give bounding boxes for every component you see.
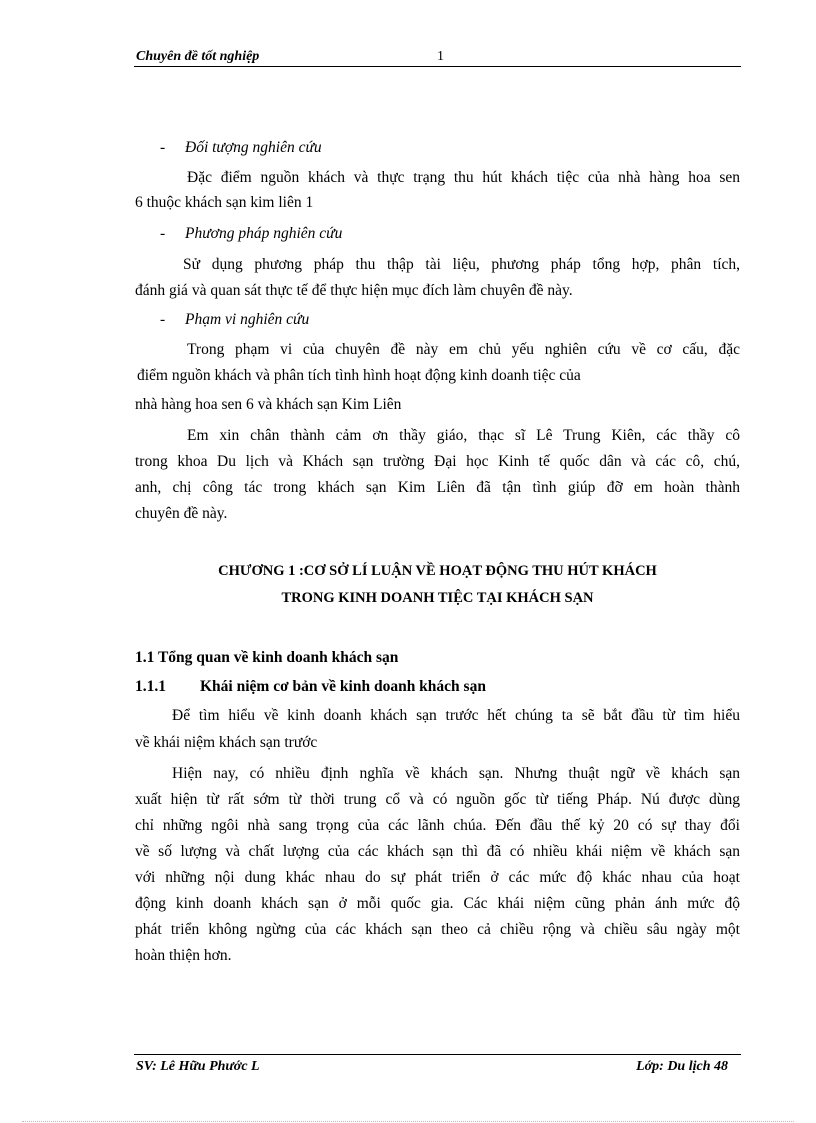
paragraph-line: Trong phạm vi của chuyên đề này em chủ yếu nghiên cứu về cơ cấu, đặc: [187, 341, 740, 358]
paragraph-line: Để tìm hiểu về kinh doanh khách sạn trước hết chúng ta sẽ bắt đầu từ tìm hiểu: [172, 707, 740, 724]
paragraph-line: đánh giá và quan sát thực tế để thực hiện mục đích làm chuyên đề này.: [135, 282, 573, 299]
bullet-research-object: Đối tượng nghiên cứu: [185, 139, 322, 156]
bullet-research-method: Phương pháp nghiên cứu: [185, 225, 343, 242]
paragraph-line: chỉ những ngôi nhà sang trọng của các lãnh chúa. Đến đầu thế kỷ 20 có sự thay đổi: [135, 817, 740, 834]
paragraph-line: 6 thuộc khách sạn kim liên 1: [135, 194, 314, 211]
subsection-number: 1.1.1: [135, 678, 166, 695]
paragraph-line: hoàn thiện hơn.: [135, 947, 232, 964]
bullet-research-scope: Phạm vi nghiên cứu: [185, 311, 310, 328]
paragraph-line: Em xin chân thành cảm ơn thầy giáo, thạc sĩ Lê Trung Kiên, các thầy cô: [187, 427, 740, 444]
subsection-heading-1-1-1: Khái niệm cơ bản về kinh doanh khách sạn: [200, 678, 486, 695]
page-edge-divider: [22, 1121, 794, 1122]
paragraph-line: Sử dụng phương pháp thu thập tài liệu, phương pháp tổng hợp, phân tích,: [183, 256, 740, 273]
chapter-title-line-1: CHƯƠNG 1 :CƠ SỞ LÍ LUẬN VỀ HOẠT ĐỘNG THU HÚT KHÁCH: [218, 563, 657, 579]
paragraph-line: xuất hiện từ rất sớm từ thời trung cổ và có nguồn gốc từ tiếng Pháp. Nú được dùng: [135, 791, 740, 808]
header-rule: [134, 66, 741, 67]
paragraph-line: Hiện nay, có nhiều định nghĩa về khách sạn. Nhưng thuật ngữ về khách sạn: [172, 765, 740, 782]
footer-rule: [134, 1054, 741, 1055]
footer-student: SV: Lê Hữu Phước L: [136, 1059, 260, 1074]
bullet-dash: -: [160, 139, 166, 156]
header-title: Chuyên đề tốt nghiệp: [136, 49, 260, 64]
paragraph-line: điểm nguồn khách và phân tích tình hình hoạt động kinh doanh tiệc của: [137, 367, 581, 384]
paragraph-line: Đặc điểm nguồn khách và thực trạng thu hút khách tiệc của nhà hàng hoa sen: [187, 169, 740, 186]
paragraph-line: với những nội dung khác nhau do sự phát triển ở các mức độ khác nhau của hoạt: [135, 869, 740, 886]
paragraph-line: nhà hàng hoa sen 6 và khách sạn Kim Liên: [135, 396, 402, 413]
paragraph-line: về số lượng và chất lượng của các khách sạn thì đã có nhiều khái niệm về khách sạn: [135, 843, 740, 860]
bullet-dash: -: [160, 225, 166, 242]
paragraph-line: chuyên đề này.: [135, 505, 228, 522]
footer-class: Lớp: Du lịch 48: [636, 1059, 728, 1074]
paragraph-line: trong khoa Du lịch và Khách sạn trường Đại học Kinh tế quốc dân và các cô, chú,: [135, 453, 740, 470]
section-heading-1-1: 1.1 Tổng quan về kinh doanh khách sạn: [135, 649, 399, 666]
page-number: 1: [437, 49, 444, 64]
paragraph-line: phát triển không ngừng của các khách sạn theo cả chiều rộng và chiều sâu ngày một: [135, 921, 740, 938]
paragraph-line: anh, chị công tác trong khách sạn Kim Liên đã tận tình giúp đỡ em hoàn thành: [135, 479, 740, 496]
paragraph-line: về khái niệm khách sạn trước: [135, 734, 318, 751]
paragraph-line: động kinh doanh khách sạn ở mỗi quốc gia. Các khái niệm cũng phản ánh mức độ: [135, 895, 740, 912]
bullet-dash: -: [160, 311, 166, 328]
chapter-title-line-2: TRONG KINH DOANH TIỆC TẠI KHÁCH SẠN: [281, 590, 594, 606]
